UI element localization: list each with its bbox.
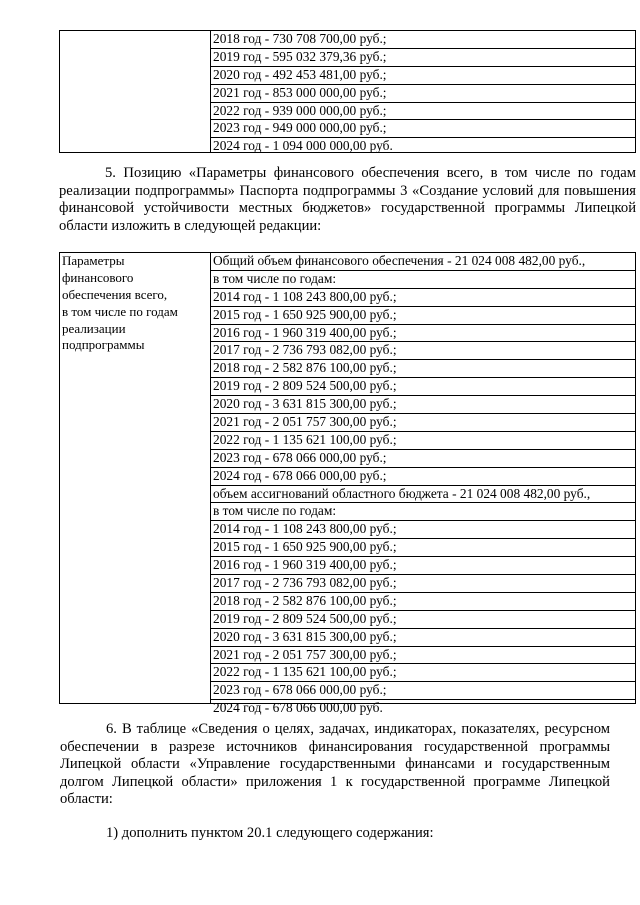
table-values-cell (211, 31, 635, 152)
label-line: подпрограммы (62, 337, 145, 353)
table-row: 2018 год - 2 582 876 100,00 руб.; (211, 592, 635, 610)
paragraph-5: 5. Позицию «Параметры финансового обеспечения всего, в том числе по годам реализации подпрограммы» Паспорта подпрограммы 3 «Создание условий для повышения финансовой устойчивости местных бюджетов» государственной программы Липецкой области изложить в следующей редакции: (59, 165, 636, 234)
funding-parameters-table (59, 252, 636, 716)
table-row: 2016 год - 1 960 319 400,00 руб.; (211, 556, 635, 574)
table-row: 2022 год - 939 000 000,00 руб.; (211, 102, 635, 120)
parameters-values-cell (211, 253, 635, 716)
paragraph-6: 6. В таблице «Сведения о целях, задачах, индикаторах, показателях, ресурсном обеспечении в разрезе источников финансирования государственной программы Липецкой области «Управление государственными финансами и государственным долгом Липецкой области» приложения 1 к государственной программе Липецкой области: (60, 721, 610, 808)
table-row: 2019 год - 2 809 524 500,00 руб.; (211, 610, 635, 628)
table-row: 2015 год - 1 650 925 900,00 руб.; (211, 538, 635, 556)
table-row: 2021 год - 2 051 757 300,00 руб.; (211, 646, 635, 664)
table-row: 2023 год - 949 000 000,00 руб.; (211, 119, 635, 137)
table-row: 2024 год - 678 066 000,00 руб. (211, 699, 635, 717)
paragraph-7: 1) дополнить пунктом 20.1 следующего содержания: (106, 825, 434, 841)
parameters-label-cell (60, 253, 211, 703)
table-row: в том числе по годам: (211, 270, 635, 288)
funding-table-continued (59, 30, 636, 153)
label-line: реализации (62, 320, 126, 336)
table-row: 2014 год - 1 108 243 800,00 руб.; (211, 288, 635, 306)
table-row: 2016 год - 1 960 319 400,00 руб.; (211, 324, 635, 342)
table-row: 2022 год - 1 135 621 100,00 руб.; (211, 431, 635, 449)
table-row: объем ассигнований областного бюджета - 21 024 008 482,00 руб., (211, 485, 635, 503)
table-row: 2015 год - 1 650 925 900,00 руб.; (211, 306, 635, 324)
table-row: 2021 год - 853 000 000,00 руб.; (211, 84, 635, 102)
table-row: 2020 год - 3 631 815 300,00 руб.; (211, 628, 635, 646)
table-row: 2018 год - 730 708 700,00 руб.; (213, 31, 387, 46)
table-row: 2023 год - 678 066 000,00 руб.; (211, 449, 635, 467)
label-line: обеспечения всего, (62, 286, 168, 302)
label-line: финансового (62, 269, 134, 285)
table-row: 2020 год - 492 453 481,00 руб.; (211, 66, 635, 84)
table-row: 2021 год - 2 051 757 300,00 руб.; (211, 413, 635, 431)
table-row: Общий объем финансового обеспечения - 21 024 008 482,00 руб., (213, 253, 586, 268)
table-row: 2019 год - 2 809 524 500,00 руб.; (211, 377, 635, 395)
table-row: в том числе по годам: (211, 502, 635, 520)
table-row: 2022 год - 1 135 621 100,00 руб.; (211, 663, 635, 681)
table-row: 2017 год - 2 736 793 082,00 руб.; (211, 341, 635, 359)
table-row: 2018 год - 2 582 876 100,00 руб.; (211, 359, 635, 377)
table-row: 2017 год - 2 736 793 082,00 руб.; (211, 574, 635, 592)
table-row: 2020 год - 3 631 815 300,00 руб.; (211, 395, 635, 413)
label-line: Параметры (62, 253, 125, 268)
table-label-cell (60, 31, 211, 152)
table-row: 2019 год - 595 032 379,36 руб.; (211, 48, 635, 66)
table-row: 2014 год - 1 108 243 800,00 руб.; (211, 520, 635, 538)
table-row: 2024 год - 1 094 000 000,00 руб. (211, 137, 635, 155)
table-row: 2023 год - 678 066 000,00 руб.; (211, 681, 635, 699)
label-line: в том числе по годам (62, 303, 178, 319)
table-row: 2024 год - 678 066 000,00 руб.; (211, 467, 635, 485)
